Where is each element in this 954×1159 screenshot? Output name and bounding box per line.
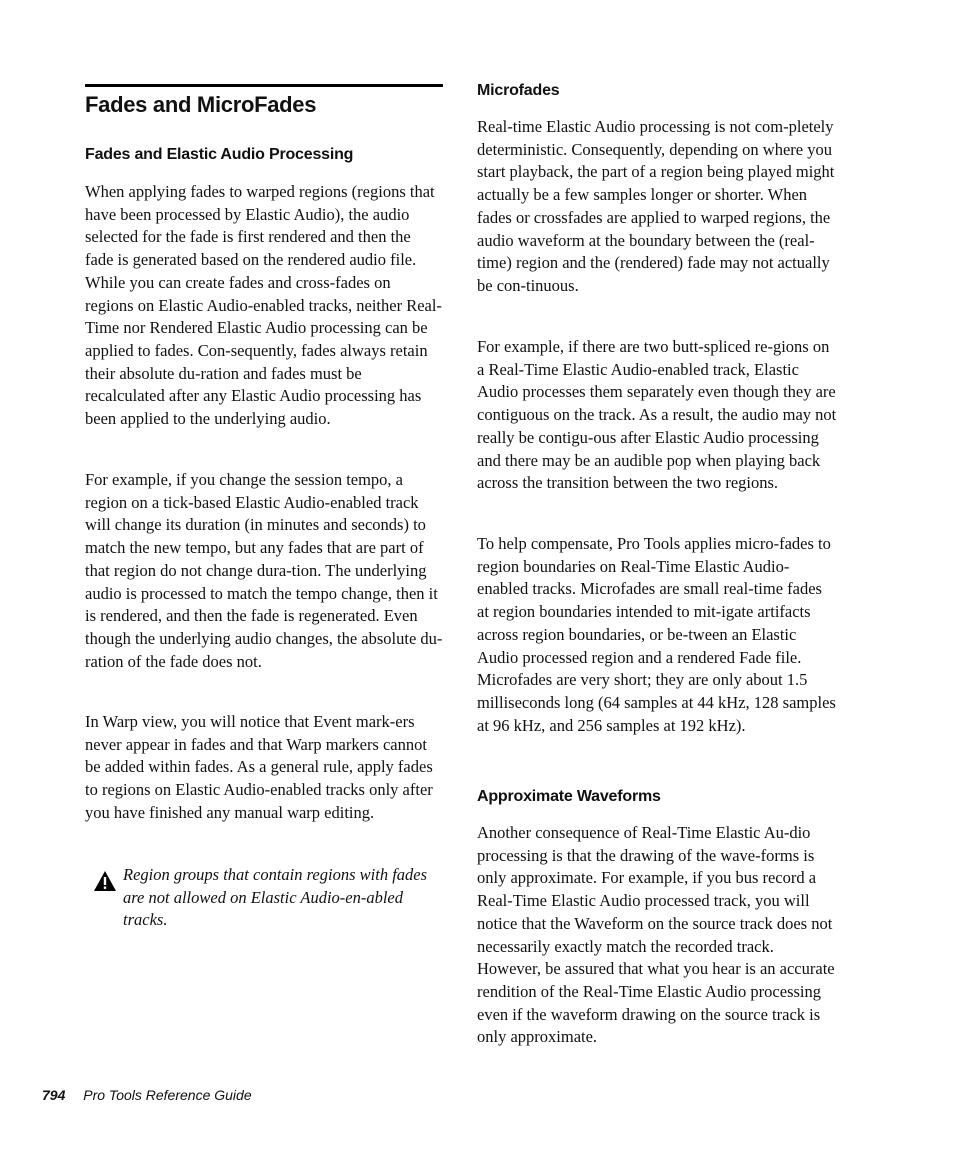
caution-text: Region groups that contain regions with fades are not allowed on Elastic Audio-en-abled tracks. [123, 865, 428, 930]
warning-triangle-icon [93, 870, 117, 892]
paragraph: For example, if you change the session tempo, a region on a tick-based Elastic Audio-enabled track will change its duration (in minutes and seconds) to match the new tempo, but any fades that are part of that region do not change dura-tion. The underlying audio is processed to match the tempo change, then it is rendered, and then the fade is regenerated. Even though the underlying audio changes, the absolute du-ration of the fade does not. [85, 470, 443, 671]
paragraph: To help compensate, Pro Tools applies micro-fades to region boundaries on Real-Time Elastic Audio-enabled tracks. Microfades are small real-time fades at region boundaries intended to mit-igate artifacts across region boundaries, or be-tween an Elastic Audio processed region and a rendered Fade file. Microfades are very short; they are only about 1.5 milliseconds long (64 samples at 44 kHz, 128 samples at 96 kHz, and 256 samples at 192 kHz). [477, 534, 836, 735]
page-number: 794 [42, 1087, 66, 1103]
paragraph: For example, if there are two butt-spliced re-gions on a Real-Time Elastic Audio-enabled track, Elastic Audio processes them separately even though they are contiguous on the track. As a result, the audio may not really be contigu-ous after Elastic Audio processing and there may be an audible pop when playing back across the transition between the two regions. [477, 337, 837, 493]
paragraph: When applying fades to warped regions (regions that have been processed by Elastic Audio), the audio selected for the fade is first rendered and then the fade is generated based on the rendered audio file. While you can create fades and cross-fades on regions on Elastic Audio-enabled tracks, neither Real-Time nor Rendered Elastic Audio processing can be applied to fades. Con-sequently, fades always retain their absolute du-ration and fades must be recalculated after any Elastic Audio processing has been applied to the underlying audio. [85, 182, 442, 429]
paragraph: In Warp view, you will notice that Event mark-ers never appear in fades and that Warp markers cannot be added within fades. As a general rule, apply fades to regions on Elastic Audio-enabled tracks only after you have finished any manual warp editing. [85, 712, 433, 822]
section-heading-fades-elastic: Fades and Elastic Audio Processing [85, 146, 354, 163]
title-rule [85, 84, 443, 87]
section-heading-approximate-waveforms: Approximate Waveforms [477, 788, 661, 805]
paragraph: Real-time Elastic Audio processing is not com-pletely deterministic. Consequently, depending on where you start playback, the part of a region being played might actually be a few samples longer or shorter. When fades or crossfades are applied to warped regions, the audio waveform at the boundary between the (real-time) region and the (rendered) fade may not actually be con-tinuous. [477, 117, 835, 295]
guide-title: Pro Tools Reference Guide [83, 1087, 252, 1103]
page-title: Fades and MicroFades [85, 92, 317, 117]
section-heading-microfades: Microfades [477, 82, 560, 99]
paragraph: Another consequence of Real-Time Elastic Au-dio processing is that the drawing of the wave-forms is only approximate. For example, if you bus record a Real-Time Elastic Audio processed track, you will notice that the Waveform on the source track does not necessarily exactly match the recorded track. However, be assured that what you hear is an accurate rendition of the Real-Time Elastic Audio processing even if the waveform drawing on the source track is only approximate. [477, 823, 835, 1047]
page-footer [42, 1087, 252, 1103]
